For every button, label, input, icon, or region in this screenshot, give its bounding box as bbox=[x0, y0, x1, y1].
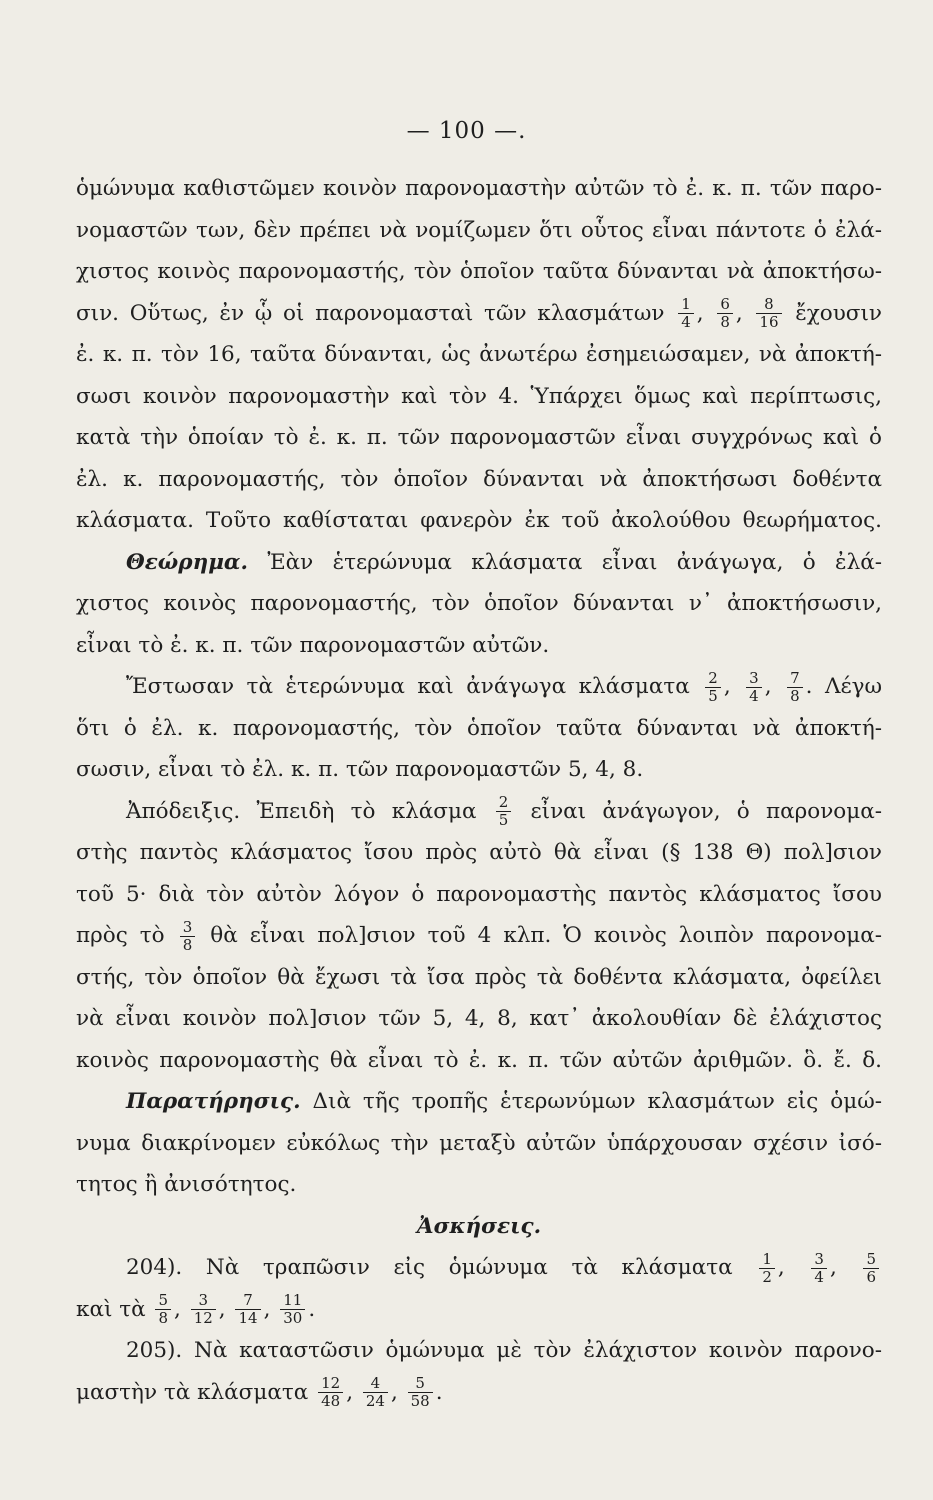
theorem-heading: Θεώρημα. bbox=[126, 549, 248, 575]
fraction-denominator: 8 bbox=[155, 1309, 171, 1327]
fraction-numerator: 7 bbox=[790, 668, 800, 687]
fraction-numerator: 3 bbox=[814, 1249, 824, 1268]
exercise-205: 205). Νὰ καταστῶσιν ὁμώνυμα μὲ τὸν ἐλάχιστον κοινὸν παρονο- bbox=[126, 1338, 882, 1363]
fraction bbox=[280, 1292, 305, 1327]
text-segment: Ἔστωσαν τὰ ἑτερώνυμα καὶ ἀνάγωγα κλάσματα bbox=[126, 674, 690, 699]
remark-line bbox=[76, 1081, 882, 1123]
fraction-denominator: 14 bbox=[235, 1309, 260, 1327]
fraction-group: $\frac{5}{8}$ , $\frac{3}{12}$ , $\frac{7}{14}$ , $\frac{11}{30}$ . bbox=[152, 1297, 315, 1322]
fraction bbox=[155, 1292, 171, 1327]
text-segment: θὰ εἶναι πολ]σιον τοῦ 4 κλπ. Ὁ κοινὸς λοιπὸν παρονομα- bbox=[210, 923, 882, 948]
proof-line bbox=[76, 791, 882, 833]
fraction-numerator: 4 bbox=[370, 1374, 381, 1392]
fraction-denominator: 5 bbox=[496, 811, 512, 829]
text-line bbox=[76, 666, 882, 708]
fraction bbox=[717, 296, 733, 331]
text-line bbox=[76, 915, 882, 957]
fraction-numerator: 5 bbox=[866, 1249, 877, 1268]
fraction-numerator: 8 bbox=[764, 295, 774, 313]
text-line: νομαστῶν των, δὲν πρέπει νὰ νομίζωμεν ὅτι οὗτος εἶναι πάντοτε ὁ ἐλά- bbox=[76, 217, 882, 243]
fraction bbox=[863, 1251, 879, 1286]
fraction-numerator: 5 bbox=[158, 1291, 169, 1309]
text-segment: Ἐὰν ἑτερώνυμα κλάσματα εἶναι ἀνάγωγα, ὁ ἐλά- bbox=[267, 549, 882, 575]
text-segment: Ἀπόδειξις. Ἐπειδὴ τὸ κλάσμα bbox=[126, 798, 477, 824]
fraction-numerator: 6 bbox=[720, 295, 730, 313]
fraction bbox=[408, 1375, 433, 1410]
text-line: κοινὸς παρονομαστὴς θὰ εἶναι τὸ ἐ. κ. π. τῶν αὐτῶν ἀριθμῶν. ὃ. ἔ. δ. bbox=[76, 1047, 882, 1073]
fraction bbox=[496, 794, 512, 829]
text-segment: καὶ τὰ bbox=[76, 1296, 146, 1322]
text-segment: ἔχουσιν bbox=[795, 300, 882, 326]
text-line: ὅτι ὁ ἐλ. κ. παρονομαστής, τὸν ὁποῖον ταῦτα δύνανται νὰ ἀποκτή- bbox=[76, 715, 882, 741]
fraction bbox=[180, 919, 196, 954]
fraction-denominator: 24 bbox=[363, 1392, 388, 1410]
text-line: εἶναι τὸ ἐ. κ. π. τῶν παρονομαστῶν αὐτῶν. bbox=[76, 632, 550, 658]
text-line: χιστος κοινὸς παρονομαστής, τὸν ὁποῖον ταῦτα δύνανται νὰ ἀποκτήσω- bbox=[76, 259, 882, 284]
fraction-group: $\frac{12}{48}$ , $\frac{4}{24}$ , $\frac{5}{58}$ . bbox=[315, 1380, 442, 1405]
fraction-denominator: 12 bbox=[191, 1309, 216, 1327]
fraction-group: $\frac{2}{5}$ , $\frac{3}{4}$ , $\frac{7}{8}$ . bbox=[702, 674, 812, 699]
fraction-group: $\frac{1}{2}$ , $\frac{3}{4}$ , $\frac{5}{6}$ bbox=[756, 1255, 882, 1280]
fraction-denominator: 30 bbox=[280, 1309, 305, 1327]
text-line: σωσιν, εἶναι τὸ ἐλ. κ. π. τῶν παρονομαστῶν 5, 4, 8. bbox=[76, 757, 644, 782]
page-body bbox=[76, 168, 882, 1413]
text-segment: εἶναι ἀνάγωγον, ὁ παρονομα- bbox=[530, 798, 882, 824]
fraction-denominator: 48 bbox=[318, 1392, 343, 1410]
fraction-numerator: 3 bbox=[749, 668, 759, 687]
remark-heading: Παρατήρησις. bbox=[126, 1089, 301, 1114]
text-line: νυμα διακρίνομεν εὐκόλως τὴν μεταξὺ αὐτῶν ὑπάρχουσαν σχέσιν ἰσό- bbox=[76, 1130, 882, 1156]
fraction bbox=[191, 1292, 216, 1327]
exercise-205-cont bbox=[76, 1372, 882, 1414]
fraction-numerator: 1 bbox=[681, 295, 691, 313]
fraction-denominator: 2 bbox=[759, 1268, 775, 1286]
fraction-denominator: 4 bbox=[678, 313, 694, 331]
text-segment: 204). Νὰ τραπῶσιν εἰς ὁμώνυμα τὰ κλάσματα bbox=[126, 1255, 733, 1280]
fraction-denominator: 58 bbox=[408, 1392, 433, 1410]
text-line: στὴς παντὸς κλάσματος ἴσου πρὸς αὐτὸ θὰ εἶναι (§ 138 Θ) πολ]σιον bbox=[76, 840, 882, 865]
text-segment: πρὸς τὸ bbox=[76, 923, 165, 948]
text-line: τητος ἢ ἀνισότητος. bbox=[76, 1172, 297, 1197]
fraction-numerator: 3 bbox=[198, 1291, 209, 1309]
fraction bbox=[759, 1251, 775, 1286]
fraction-denominator: 4 bbox=[746, 687, 762, 705]
fraction-numerator: 12 bbox=[321, 1374, 341, 1392]
theorem-line bbox=[76, 542, 882, 584]
text-line: στής, τὸν ὁποῖον θὰ ἔχωσι τὰ ἴσα πρὸς τὰ δοθέντα κλάσματα, ὀφείλει bbox=[76, 964, 882, 990]
fraction-numerator: 2 bbox=[708, 668, 718, 687]
fraction bbox=[235, 1292, 260, 1327]
text-line: σωσι κοινὸν παρονομαστὴν καὶ τὸν 4. Ὑπάρχει ὅμως καὶ περίπτωσις, bbox=[76, 383, 882, 409]
fraction-denominator: 5 bbox=[705, 687, 721, 705]
fraction-group bbox=[493, 793, 515, 829]
text-line: ἐλ. κ. παρονομαστής, τὸν ὁποῖον δύνανται νὰ ἀποκτήσωσι δοθέντα bbox=[76, 466, 882, 492]
page-number: — 100 —. bbox=[406, 118, 527, 144]
fraction-denominator: 4 bbox=[811, 1268, 827, 1286]
text-line: χιστος κοινὸς παρονομαστής, τὸν ὁποῖον δύνανται ν᾽ ἀποκτήσωσιν, bbox=[76, 591, 882, 616]
fraction-numerator: 1 bbox=[762, 1249, 772, 1268]
fraction-denominator: 8 bbox=[717, 313, 733, 331]
fraction bbox=[787, 670, 803, 705]
fraction bbox=[318, 1375, 343, 1410]
text-line: κλάσματα. Τοῦτο καθίσταται φανερὸν ἐκ τοῦ ἀκολούθου θεωρήματος. bbox=[76, 508, 882, 533]
fraction bbox=[746, 670, 762, 705]
text-line: ὁμώνυμα καθιστῶμεν κοινὸν παρονομαστὴν αὐτῶν τὸ ἐ. κ. π. τῶν παρο- bbox=[76, 176, 882, 201]
fraction bbox=[363, 1375, 388, 1410]
fraction-group: $\frac{1}{4}$ , $\frac{6}{8}$ , $\frac{8}{16}$ bbox=[675, 301, 784, 326]
fraction bbox=[756, 296, 781, 331]
fraction-denominator: 8 bbox=[180, 936, 196, 954]
text-line: κατὰ τὴν ὁποίαν τὸ ἐ. κ. π. τῶν παρονομαστῶν εἶναι συγχρόνως καὶ ὁ bbox=[76, 425, 882, 450]
fraction-numerator: 3 bbox=[182, 917, 193, 936]
fraction-denominator: 16 bbox=[756, 313, 781, 331]
fraction bbox=[705, 670, 721, 705]
exercises-heading: Ἀσκήσεις. bbox=[416, 1213, 542, 1239]
fraction-numerator: 2 bbox=[498, 793, 509, 811]
fraction-group bbox=[177, 917, 199, 954]
fraction-numerator: 11 bbox=[283, 1291, 303, 1309]
text-segment: Διὰ τῆς τροπῆς ἑτερωνύμων κλασμάτων εἰς ὁμώ- bbox=[312, 1089, 882, 1114]
text-line bbox=[76, 293, 882, 335]
fraction-numerator: 7 bbox=[243, 1291, 253, 1309]
text-segment: Λέγω bbox=[824, 674, 883, 699]
fraction-denominator: 8 bbox=[787, 687, 803, 705]
exercise-204 bbox=[76, 1247, 882, 1289]
text-line: τοῦ 5· διὰ τὸν αὐτὸν λόγον ὁ παρονομαστὴς παντὸς κλάσματος ἴσου bbox=[76, 881, 882, 907]
fraction-denominator: 6 bbox=[863, 1268, 879, 1286]
fraction bbox=[811, 1251, 827, 1286]
text-line: ἐ. κ. π. τὸν 16, ταῦτα δύνανται, ὡς ἀνωτέρω ἐσημειώσαμεν, νὰ ἀποκτή- bbox=[76, 342, 882, 367]
exercise-204-cont bbox=[76, 1289, 882, 1331]
text-line: νὰ εἶναι κοινὸν πολ]σιον τῶν 5, 4, 8, κατ᾽ ἀκολουθίαν δὲ ἐλάχιστος bbox=[76, 1006, 882, 1031]
text-segment: μαστὴν τὰ κλάσματα bbox=[76, 1379, 309, 1405]
text-segment: σιν. Οὕτως, ἐν ᾧ οἱ παρονομασταὶ τῶν κλασμάτων bbox=[76, 300, 665, 326]
fraction-numerator: 5 bbox=[415, 1374, 425, 1392]
fraction bbox=[678, 296, 694, 331]
